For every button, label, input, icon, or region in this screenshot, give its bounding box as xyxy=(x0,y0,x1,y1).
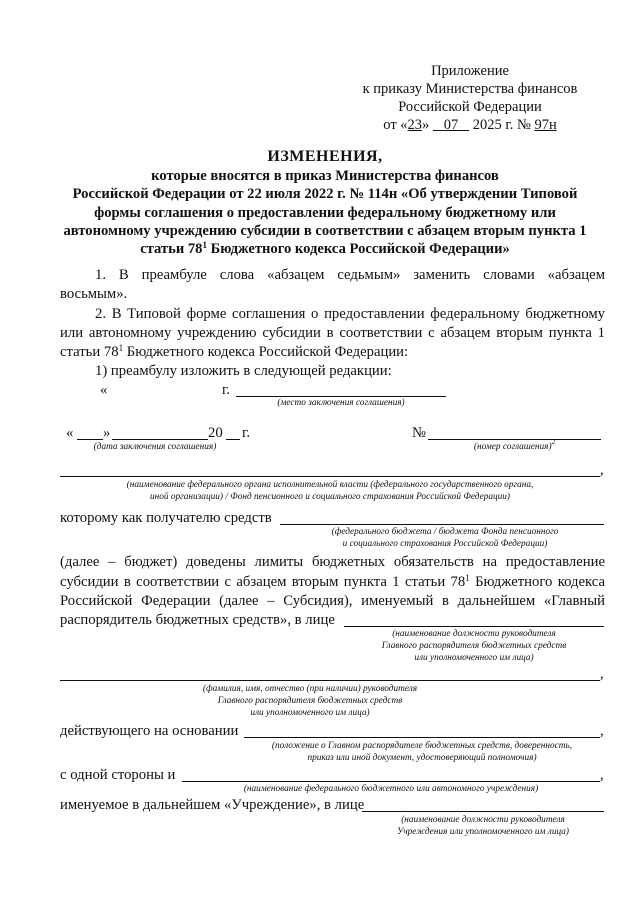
item-3: 1) преамбулу изложить в следующей редакции: xyxy=(95,363,392,379)
date-open-quote: « xyxy=(66,425,74,441)
institution-caption-2: Учреждения или уполномоченного им лица) xyxy=(396,827,570,837)
appendix-date-line xyxy=(360,116,580,134)
org-field-line[interactable] xyxy=(60,476,600,477)
number-caption: (номер соглашения)$^2$ xyxy=(473,438,556,452)
date-caption: (дата заключения соглашения) xyxy=(93,442,217,452)
number-sign: № xyxy=(412,425,427,441)
basis-comma: , xyxy=(600,723,604,739)
order-day: 23 xyxy=(407,117,423,133)
title-line-1: которые вносятся в приказ Министерства финансов xyxy=(151,168,499,185)
date-prefix: от « xyxy=(383,117,408,133)
side-text: с одной стороны и xyxy=(60,767,176,783)
item-1-line-1: 1. В преамбуле слова «абзацем седьмым» заменить словами «абзацем xyxy=(95,267,605,283)
fio-comma: , xyxy=(600,666,604,682)
appendix-line-1: Приложение xyxy=(431,63,509,79)
body-line-3: Российской Федерации (далее – Субсидия), именуемый в дальнейшем «Главный xyxy=(60,593,605,609)
basis-caption-1: (положение о Главном распорядителе бюджетных средств, доверенность, xyxy=(271,741,573,751)
recipient-text: которому как получателю средств xyxy=(60,510,272,526)
recipient-caption-2: и социального страхования Российской Федерации) xyxy=(342,539,548,549)
body-line-1: (далее – бюджет) доведены лимиты бюджетных обязательств на предоставление xyxy=(60,554,605,570)
appendix-block xyxy=(360,62,580,134)
position-caption-2: Главного распорядителя бюджетных средств xyxy=(381,641,567,651)
org-caption-1: (наименование федерального органа исполнительной власти (федерального государственного органа, xyxy=(126,480,534,490)
order-month: 07 xyxy=(443,117,459,133)
side-caption: (наименование федерального бюджетного или автономного учреждения) xyxy=(243,784,539,794)
fio-caption-2: Главного распорядителя бюджетных средств xyxy=(217,696,403,706)
date-day-line[interactable] xyxy=(77,439,103,440)
title-line-4: автономному учреждению субсидии в соответствии с абзацем вторым пункта 1 xyxy=(63,222,587,239)
institution-text: именуемое в дальнейшем «Учреждение», в лице xyxy=(60,797,365,813)
place-quote: « xyxy=(100,382,108,398)
basis-field-line[interactable] xyxy=(244,737,600,738)
item-2-line-2: или автономному учреждению субсидии в соответствии с абзацем вторым пункта 1 xyxy=(60,325,605,341)
order-year: 2025 г. № xyxy=(472,117,531,133)
date-year: 20 xyxy=(208,425,223,441)
document-title xyxy=(60,148,590,258)
appendix-line-3: Российской Федерации xyxy=(398,99,542,115)
org-caption-2: иной организации) / Фонд пенсионного и социального страхования Российской Федерации) xyxy=(149,492,511,502)
date-mid: » xyxy=(422,117,430,133)
basis-caption-2: приказ или иной документ, удостоверяющий полномочия) xyxy=(307,753,537,763)
fio-caption-3: или уполномоченного им лица) xyxy=(250,708,370,718)
title-line-3: формы соглашения о предоставлении федеральному бюджетному или xyxy=(94,204,556,221)
item-1-line-2: восьмым». xyxy=(60,286,128,302)
item-2-line-3: статьи $78^1$ Бюджетного кодекса Российской Федерации: xyxy=(60,343,409,360)
title-line-2: Российской Федерации от 22 июля 2022 г. № 114н «Об утверждении Типовой xyxy=(72,186,578,203)
fio-field-line[interactable] xyxy=(60,680,600,681)
side-comma: , xyxy=(600,767,604,783)
title-line-5: статьи $78^1$ Бюджетного кодекса Российской Федерации» xyxy=(140,240,510,258)
basis-text: действующего на основании xyxy=(60,723,239,739)
place-caption: (место заключения соглашения) xyxy=(277,398,405,408)
org-comma: , xyxy=(600,462,604,478)
body-line-2: субсидии в соответствии с абзацем вторым пункта 1 статьи $78^1$ Бюджетного кодекса xyxy=(60,573,605,590)
position-caption-1: (наименование должности руководителя xyxy=(392,629,556,639)
position-field-line[interactable] xyxy=(344,626,604,627)
number-field-line[interactable] xyxy=(428,439,601,440)
fio-caption-1: (фамилия, имя, отчество (при наличии) руководителя xyxy=(202,684,418,694)
body-line-4: распорядитель бюджетных средств», в лице xyxy=(60,612,335,628)
date-g: г. xyxy=(242,425,251,441)
side-field-line[interactable] xyxy=(182,781,600,782)
institution-position-line[interactable] xyxy=(362,811,604,812)
recipient-caption-1: (федерального бюджета / бюджета Фонда пенсионного xyxy=(331,527,559,537)
title-heading: ИЗМЕНЕНИЯ, xyxy=(267,148,383,165)
appendix-line-2: к приказу Министерства финансов xyxy=(362,81,578,97)
order-number: 97н xyxy=(534,117,557,133)
place-g: г. xyxy=(222,382,231,398)
position-caption-3: или уполномоченного им лица) xyxy=(414,653,534,663)
date-month-line[interactable] xyxy=(112,439,208,440)
recipient-field-line[interactable] xyxy=(280,524,604,525)
date-close-quote: » xyxy=(103,425,111,441)
date-year-line[interactable] xyxy=(226,439,240,440)
institution-caption-1: (наименование должности руководителя xyxy=(401,815,565,825)
item-2-line-1: 2. В Типовой форме соглашения о предоставлении федеральному бюджетному xyxy=(95,306,605,322)
